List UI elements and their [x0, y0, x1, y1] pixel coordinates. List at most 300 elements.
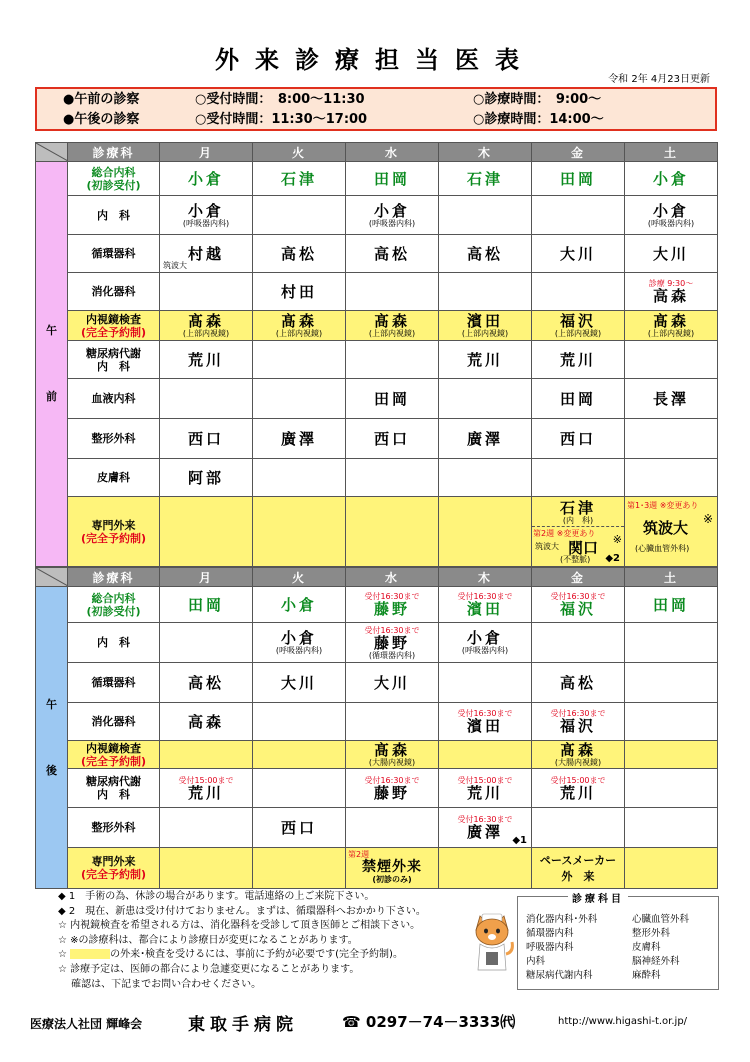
- doc-cell: [253, 741, 346, 769]
- doctor-name: 髙森: [559, 741, 596, 759]
- clinic-name: ペースメーカー: [539, 854, 617, 867]
- dept-cell: [68, 663, 160, 703]
- doctor-name: 田岡: [559, 389, 596, 408]
- side-char-2: 後: [46, 763, 57, 777]
- doctor-name: 濱田: [466, 312, 503, 330]
- doctor-name: 大川: [280, 673, 317, 692]
- doctor-specialty: (不整脈): [560, 555, 591, 564]
- header-dept: 診療科: [68, 143, 160, 162]
- doctor-name: 藤野: [373, 633, 410, 652]
- doc-cell: [253, 379, 346, 419]
- dept-label: 内視鏡検査: [86, 741, 141, 755]
- doc-cell: [439, 623, 532, 663]
- footnote-mark: ◆1: [512, 835, 527, 846]
- am-row-gastro: [36, 273, 718, 311]
- pm-schedule-table: [35, 567, 718, 889]
- doc-cell: [160, 341, 253, 379]
- reception-note: 受付15:00まで: [457, 775, 513, 785]
- legend-item: 糖尿病代謝内科: [526, 970, 593, 981]
- doctor-name: 高松: [187, 673, 224, 692]
- doc-cell: [160, 497, 253, 567]
- dept-cell: [68, 703, 160, 741]
- dept-label: 総合内科: [91, 591, 136, 605]
- time-note: 診療 9:30～: [648, 279, 694, 288]
- doc-cell: [439, 587, 532, 623]
- doc-cell: [346, 311, 439, 341]
- affiliation-note: 筑波大: [535, 542, 559, 551]
- doc-cell: [346, 741, 439, 769]
- doc-cell: [532, 741, 625, 769]
- doctor-name: 石津: [466, 169, 503, 188]
- dept-label: 内視鏡検査: [86, 312, 141, 326]
- change-mark: ※: [612, 533, 622, 546]
- dept-sublabel: (完全予約制): [80, 531, 147, 545]
- doc-cell: [346, 459, 439, 497]
- doc-cell: [532, 848, 625, 889]
- org-name: 医療法人社団 輝峰会: [30, 1017, 143, 1031]
- pm-header-row: [36, 568, 718, 587]
- legend-item: 呼吸器内科: [526, 942, 574, 953]
- doc-cell: [625, 769, 718, 808]
- doc-cell: [346, 808, 439, 848]
- doc-cell: [532, 459, 625, 497]
- doc-cell: [439, 341, 532, 379]
- dept-label: 整形外科: [91, 432, 136, 445]
- doc-cell: [532, 703, 625, 741]
- doctor-specialty: (呼吸器内科): [275, 646, 323, 655]
- header-fri: 金: [532, 568, 625, 587]
- clinic-name-2: 外 来: [561, 870, 595, 883]
- dept-cell: [68, 848, 160, 889]
- doctor-specialty: (呼吸器内科): [647, 218, 695, 228]
- doc-cell: [532, 311, 625, 341]
- doc-cell: [532, 419, 625, 459]
- star-mark: ☆: [58, 949, 67, 961]
- header-wed: 水: [346, 568, 439, 587]
- phone-number: ☎ 0297－74－3333㈹: [342, 1013, 516, 1031]
- clinic-name: 禁煙外来: [362, 858, 422, 875]
- dept-cell: [68, 273, 160, 311]
- reception-note: 受付16:30まで: [550, 592, 606, 601]
- footnote-highlight: [58, 948, 518, 963]
- legend-left: [526, 913, 597, 983]
- doctor-name: 高松: [280, 244, 317, 263]
- dept-label: 内 科: [97, 208, 130, 222]
- doc-cell: [439, 663, 532, 703]
- clinic-sub: (初診のみ): [372, 874, 412, 884]
- dept-label: 総合内科: [91, 165, 136, 179]
- doc-cell: [532, 808, 625, 848]
- dept-sublabel: 内 科: [97, 359, 130, 373]
- doctor-name: 田岡: [373, 389, 410, 408]
- doc-cell: [160, 808, 253, 848]
- doc-cell: [439, 196, 532, 235]
- side-char-1: 午: [46, 324, 57, 337]
- dept-label: 内 科: [97, 636, 130, 649]
- dept-sublabel: (初診受付): [86, 604, 141, 618]
- side-char-1: 午: [46, 697, 57, 711]
- fri-specialty-second: [532, 526, 624, 565]
- doctor-specialty: (呼吸器内科): [182, 218, 230, 228]
- doctor-name: 荒川: [466, 350, 503, 369]
- doctor-name: 高森: [187, 712, 224, 731]
- am-row-endoscopy: [36, 311, 718, 341]
- doctor-name: 西口: [559, 429, 596, 448]
- legend-title: 診療科目: [568, 890, 628, 905]
- doc-cell: [625, 379, 718, 419]
- am-row-cardio: [36, 235, 718, 273]
- exam-type: (大腸内視鏡): [368, 758, 416, 767]
- doc-cell: [532, 379, 625, 419]
- doctor-specialty: (内 科): [562, 516, 594, 525]
- doctor-name: 筑波大: [643, 519, 689, 537]
- doctor-name: 小倉: [466, 629, 503, 647]
- doc-cell: [346, 162, 439, 196]
- doc-cell: [160, 235, 253, 273]
- reception-note: 受付16:30まで: [550, 709, 606, 718]
- doc-cell: [253, 769, 346, 808]
- legend-item: 消化器内科･外科: [526, 914, 598, 925]
- pm-row-internal: [36, 623, 718, 663]
- am-row-internal: [36, 196, 718, 235]
- doc-cell: [346, 703, 439, 741]
- doctor-name: 濱田: [466, 717, 503, 735]
- doctor-name: 長澤: [652, 389, 689, 408]
- dept-cell: [68, 419, 160, 459]
- doc-cell: [160, 769, 253, 808]
- doctor-name: 小倉: [373, 201, 410, 220]
- am-row-ortho: [36, 419, 718, 459]
- doctor-name: 西口: [187, 429, 224, 448]
- dept-cell: [68, 497, 160, 567]
- footnote-text: の外来･検査を受けるには、事前に予約が必要です(完全予約制)。: [110, 949, 403, 961]
- reception-note: 受付16:30まで: [457, 815, 513, 824]
- doctor-name: 石津: [559, 499, 596, 517]
- doctor-name: 田岡: [187, 595, 224, 614]
- am-row-derm: [36, 459, 718, 497]
- doctor-name: 高松: [466, 244, 503, 263]
- dept-label: 糖尿病代謝: [86, 346, 141, 360]
- doctor-name: 荒川: [559, 783, 596, 802]
- doc-cell: [346, 341, 439, 379]
- header-tue: 火: [253, 568, 346, 587]
- doc-cell: [160, 419, 253, 459]
- dept-sublabel: (完全予約制): [80, 325, 147, 339]
- dept-cell: [68, 741, 160, 769]
- doctor-name: 福沢: [559, 312, 596, 330]
- doc-cell: [532, 235, 625, 273]
- hospital-name: 東取手病院: [188, 1015, 298, 1035]
- doc-cell: [625, 162, 718, 196]
- doctor-name: 小倉: [187, 169, 224, 188]
- doctor-name: 藤野: [373, 600, 410, 618]
- doctor-name: 関口: [568, 539, 599, 557]
- pm-side-label: [36, 587, 68, 889]
- footnote: ☆ ※の診療科は、都合により診療日が変更になることがあります。: [58, 934, 358, 946]
- doc-cell: [253, 848, 346, 889]
- dept-cell: [68, 162, 160, 196]
- doc-cell: [253, 311, 346, 341]
- legend-item: 脳神経外科: [632, 956, 680, 967]
- doc-cell: [625, 587, 718, 623]
- doc-cell: [625, 341, 718, 379]
- doc-cell: [625, 623, 718, 663]
- doc-cell: [160, 311, 253, 341]
- doc-cell: [253, 341, 346, 379]
- doctor-specialty: (循環器内科): [368, 650, 416, 660]
- doctor-name: 阿部: [187, 468, 224, 487]
- doc-cell: [160, 196, 253, 235]
- reception-note: 受付16:30まで: [364, 775, 420, 785]
- doctor-name: 田岡: [559, 169, 596, 188]
- doc-cell: [253, 196, 346, 235]
- doc-cell: [346, 848, 439, 889]
- doctor-name: 田岡: [373, 169, 410, 188]
- legend-item: 整形外科: [632, 928, 671, 939]
- exam-type: (上部内視鏡): [647, 329, 695, 338]
- doc-cell: [253, 703, 346, 741]
- footnote: ◆ 2 現在、新患は受け付けておりません。まずは、循環器科へおかかり下さい。: [58, 905, 426, 917]
- schedule-note: 第1･3週 ※変更あり: [627, 501, 699, 510]
- am-header-row: [36, 143, 718, 162]
- doctor-name: 髙森: [373, 312, 410, 330]
- doctor-name: 石津: [280, 169, 317, 188]
- dept-cell: [68, 808, 160, 848]
- website-link[interactable]: http://www.higashi-t.or.jp/: [558, 1016, 688, 1027]
- legend-item: 内科: [526, 956, 546, 967]
- doc-cell: [625, 196, 718, 235]
- exam-type: (上部内視鏡): [461, 329, 509, 338]
- pm-row-gastro: [36, 703, 718, 741]
- doctor-name: 濱田: [466, 600, 503, 618]
- corner-cell: [36, 143, 68, 162]
- corner-cell: [36, 568, 68, 587]
- dept-label: 整形外科: [91, 821, 136, 834]
- pm-row-diabetes: [36, 769, 718, 808]
- dept-cell: [68, 587, 160, 623]
- footnote: ☆ 内視鏡検査を希望される方は、消化器科を受診して頂き医師とご相談下さい。: [58, 920, 421, 932]
- doc-cell: [532, 587, 625, 623]
- doctor-name: 西口: [373, 429, 410, 448]
- doc-cell: [160, 379, 253, 419]
- am-label: ●午前の診察: [63, 92, 140, 107]
- doc-cell: [439, 311, 532, 341]
- footnote: ☆ 診療予定は、医師の都合により急遽変更になることがあります。: [58, 963, 360, 975]
- header-thu: 木: [439, 568, 532, 587]
- doctor-name: 荒川: [187, 350, 224, 369]
- hours-row-am: [37, 90, 715, 110]
- legend-item: 皮膚科: [632, 942, 661, 953]
- doc-cell: [346, 196, 439, 235]
- updated-date: 令和 2年 4月23日更新: [608, 74, 710, 85]
- doctor-specialty: (呼吸器内科): [461, 646, 509, 655]
- legend-item: 心臓血管外科: [632, 914, 690, 925]
- header-fri: 金: [532, 143, 625, 162]
- doctor-name: 荒川: [466, 783, 503, 802]
- dept-cell: [68, 623, 160, 663]
- change-mark: ※: [702, 512, 713, 526]
- corner-diagonal: [36, 143, 68, 161]
- doc-cell: [253, 162, 346, 196]
- doc-cell: [160, 703, 253, 741]
- doc-cell: [439, 162, 532, 196]
- doc-cell: [346, 235, 439, 273]
- doc-cell: [439, 848, 532, 889]
- doc-cell: [532, 162, 625, 196]
- header-tue: 火: [253, 143, 346, 162]
- footer: [30, 1010, 730, 1036]
- doc-cell: [160, 663, 253, 703]
- am-schedule-table: [35, 142, 718, 567]
- doc-cell: [160, 162, 253, 196]
- doc-cell: [253, 273, 346, 311]
- doc-cell: [346, 497, 439, 567]
- header-sat: 土: [625, 568, 718, 587]
- doc-cell: [253, 808, 346, 848]
- dept-label: 血液内科: [91, 392, 136, 405]
- header-dept: 診療科: [68, 568, 160, 587]
- doctor-name: 田岡: [652, 595, 689, 614]
- doctor-name: 高松: [559, 673, 596, 692]
- doctor-name: 大川: [373, 673, 410, 692]
- header-thu: 木: [439, 143, 532, 162]
- doc-cell: [253, 623, 346, 663]
- doc-cell: [439, 459, 532, 497]
- doc-cell: [625, 808, 718, 848]
- doc-cell: [532, 623, 625, 663]
- doctor-specialty: (心臓血管外科): [635, 544, 690, 553]
- dept-label: 専門外来: [91, 518, 136, 532]
- am-row-hematology: [36, 379, 718, 419]
- doctor-name: 髙森: [652, 312, 689, 330]
- doc-cell: [253, 587, 346, 623]
- dept-sublabel: (完全予約制): [80, 754, 147, 768]
- doctor-name: 廣澤: [466, 823, 503, 841]
- dept-label: 循環器科: [91, 676, 136, 689]
- doctor-name: 大川: [652, 244, 689, 263]
- doc-cell: [439, 379, 532, 419]
- pm-label: ●午後の診察: [63, 112, 140, 127]
- dept-sublabel: (初診受付): [86, 178, 141, 192]
- reception-note: 受付16:30まで: [457, 709, 513, 718]
- doctor-name: 小倉: [187, 201, 224, 220]
- schedule-note: 第2週 ※変更あり: [533, 529, 596, 538]
- doc-cell: [532, 196, 625, 235]
- doc-cell: [253, 663, 346, 703]
- exam-type: (上部内視鏡): [182, 329, 230, 338]
- dept-cell: [68, 235, 160, 273]
- dept-label: 消化器科: [91, 285, 136, 298]
- am-row-diabetes: [36, 341, 718, 379]
- schedule-note: 第2週: [348, 850, 370, 859]
- footnotes: [58, 890, 518, 992]
- reception-note: 受付16:30まで: [364, 592, 420, 601]
- am-row-general: [36, 162, 718, 196]
- doc-cell: [439, 808, 532, 848]
- doc-cell: [346, 419, 439, 459]
- pm-row-cardio: [36, 663, 718, 703]
- doc-cell: [346, 379, 439, 419]
- doctor-name: 小倉: [280, 595, 317, 614]
- page-title: 外来診療担当医表: [215, 46, 535, 74]
- dept-cell: [68, 769, 160, 808]
- doc-cell: [439, 235, 532, 273]
- doc-cell: [625, 663, 718, 703]
- doctor-specialty: (呼吸器内科): [368, 218, 416, 228]
- exam-type: (上部内視鏡): [368, 329, 416, 338]
- doctor-name: 小倉: [652, 201, 689, 220]
- exam-type: (上部内視鏡): [554, 329, 602, 338]
- doctor-name: 荒川: [187, 783, 224, 802]
- dept-label: 皮膚科: [97, 471, 130, 484]
- dept-label: 消化器科: [91, 715, 136, 728]
- doctor-name: 福沢: [559, 717, 596, 735]
- doctor-name: 藤野: [373, 783, 410, 802]
- doc-cell: [625, 703, 718, 741]
- doc-cell: [532, 341, 625, 379]
- affiliation-note: 筑波大: [163, 261, 187, 270]
- hours-row-pm: [37, 110, 715, 130]
- doc-cell: [439, 273, 532, 311]
- doc-cell: [439, 497, 532, 567]
- doc-cell: [160, 623, 253, 663]
- footnote: ◆ 1 手術の為、休診の場合があります。電話連絡の上ご来院下さい。: [58, 891, 375, 902]
- pm-reception: ○受付時間：11:30～17:00: [195, 112, 368, 127]
- doctor-name: 村田: [280, 282, 317, 301]
- doc-cell: [625, 459, 718, 497]
- reception-note: 受付15:00まで: [550, 775, 606, 785]
- doc-cell: [346, 769, 439, 808]
- doctor-name: 髙森: [280, 312, 317, 330]
- doc-cell: [439, 769, 532, 808]
- dept-cell: [68, 196, 160, 235]
- pm-row-ortho: [36, 808, 718, 848]
- doc-cell: [346, 587, 439, 623]
- doctor-name: 福沢: [559, 600, 596, 618]
- footnote-mark: ◆2: [605, 553, 620, 564]
- footnote: 確認は、下記までお問い合わせください。: [58, 978, 262, 990]
- doc-cell: [160, 587, 253, 623]
- dept-sublabel: (完全予約制): [80, 868, 147, 881]
- doc-cell: [532, 273, 625, 311]
- doc-cell: [625, 419, 718, 459]
- pm-row-general: [36, 587, 718, 623]
- dept-cell: [68, 311, 160, 341]
- doc-cell: [160, 848, 253, 889]
- legend-item: 麻酔科: [632, 970, 661, 981]
- doctor-name: 小倉: [652, 169, 689, 188]
- exam-type: (上部内視鏡): [275, 329, 323, 338]
- pm-exam: ○診療時間：14:00～: [473, 112, 604, 127]
- am-exam: ○診療時間： 9:00～: [473, 92, 602, 107]
- doctor-name: 髙森: [187, 312, 224, 330]
- doc-cell: [160, 459, 253, 497]
- fri-specialty-cell: [532, 497, 625, 567]
- doc-cell: [160, 741, 253, 769]
- hours-box: [35, 87, 717, 131]
- doc-cell: [532, 769, 625, 808]
- pm-row-endoscopy: [36, 741, 718, 769]
- cat-mascot-icon: [470, 912, 514, 972]
- highlight-swatch: [70, 949, 110, 959]
- doctor-name: 荒川: [559, 350, 596, 369]
- doc-cell: [346, 623, 439, 663]
- doc-cell: [346, 663, 439, 703]
- doc-cell: [346, 273, 439, 311]
- reception-note: 受付16:30まで: [364, 625, 420, 635]
- exam-type: (大腸内視鏡): [554, 758, 602, 767]
- doctor-name: 廣澤: [280, 429, 317, 448]
